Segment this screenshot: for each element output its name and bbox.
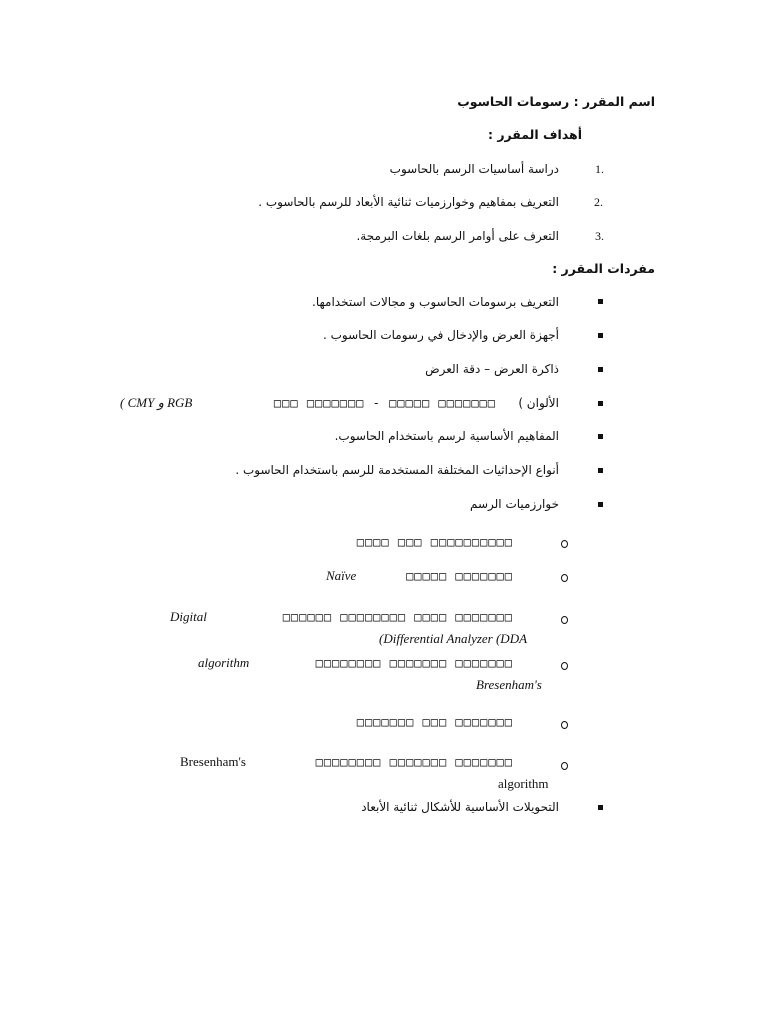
bullet-circle-icon [561,721,568,729]
objective-3-text: التعرف على أوامر الرسم بلغات البرمجة. [356,229,559,243]
algorithm-2-latin: Naïve [326,568,357,583]
topic-7: خوارزميات الرسم [469,497,559,511]
topic-2: أجهزة العرض والإدخال في رسومات الحاسوب . [322,328,559,342]
topic-4-missing-glyphs: □□□ □□□□□□□ - □□□□□ □□□□□□□ [273,396,496,410]
algorithm-6-line2: algorithm [498,776,549,791]
bullet-circle-icon [561,662,568,670]
algorithm-4-latin: algorithm [198,655,250,670]
objective-2-number: 2. [594,195,603,209]
topic-6: أنواع الإحداثيات المختلفة المستخدمة للرسم باستخدام الحاسوب . [235,463,559,477]
algorithm-3-line2: (Differential Analyzer (DDA [379,631,528,646]
objective-1-text: دراسة أساسيات الرسم بالحاسوب [389,162,559,176]
bullet-square-icon [598,333,603,338]
bullet-square-icon [598,367,603,372]
algorithm-6-missing-glyphs: □□□□□□□□ □□□□□□□ □□□□□□□ [315,755,513,769]
topic-3: ذاكرة العرض – دقة العرض [425,362,559,376]
course-name-line: اسم المقرر : رسومات الحاسوب [457,94,655,109]
topic-1: التعريف برسومات الحاسوب و مجالات استخدامها. [312,295,559,309]
bullet-circle-icon [561,616,568,624]
algorithm-3-missing-glyphs: □□□□□□ □□□□□□□□ □□□□ □□□□□□□ [282,610,513,624]
objective-2-text: التعريف بمفاهيم وخوارزميات ثنائية الأبعاد للرسم بالحاسوب . [258,195,559,209]
algorithm-4-missing-glyphs: □□□□□□□□ □□□□□□□ □□□□□□□ [315,656,513,670]
bullet-circle-icon [561,762,568,770]
topic-8: التحويلات الأساسية للأشكال ثنائية الأبعاد [361,800,559,814]
topic-4-arabic: الألوان ) [518,396,559,410]
objective-1-number: 1. [595,162,604,176]
objectives-heading: أهداف المقرر : [487,127,582,142]
topic-4-latin: ( CMY و RGB [120,395,193,410]
bullet-circle-icon [561,574,568,582]
bullet-square-icon [598,299,603,304]
algorithm-6-latin: Bresenham's [180,754,246,769]
algorithm-5-missing-glyphs: □□□□□□□ □□□ □□□□□□□ [356,715,513,729]
algorithm-3-latin: Digital [170,609,207,624]
bullet-square-icon [598,434,603,439]
bullet-square-icon [598,401,603,406]
algorithm-2-missing-glyphs: □□□□□ □□□□□□□ [406,569,513,583]
algorithm-1-missing-glyphs: □□□□ □□□ □□□□□□□□□□ [356,535,513,549]
bullet-square-icon [598,502,603,507]
bullet-square-icon [598,468,603,473]
algorithm-4-line2: Bresenham's [476,677,542,692]
topics-heading: مفردات المقرر : [552,261,655,276]
bullet-circle-icon [561,540,568,548]
bullet-square-icon [598,805,603,810]
objective-3-number: 3. [595,229,604,243]
topic-5: المفاهيم الأساسية لرسم باستخدام الحاسوب. [334,429,559,443]
